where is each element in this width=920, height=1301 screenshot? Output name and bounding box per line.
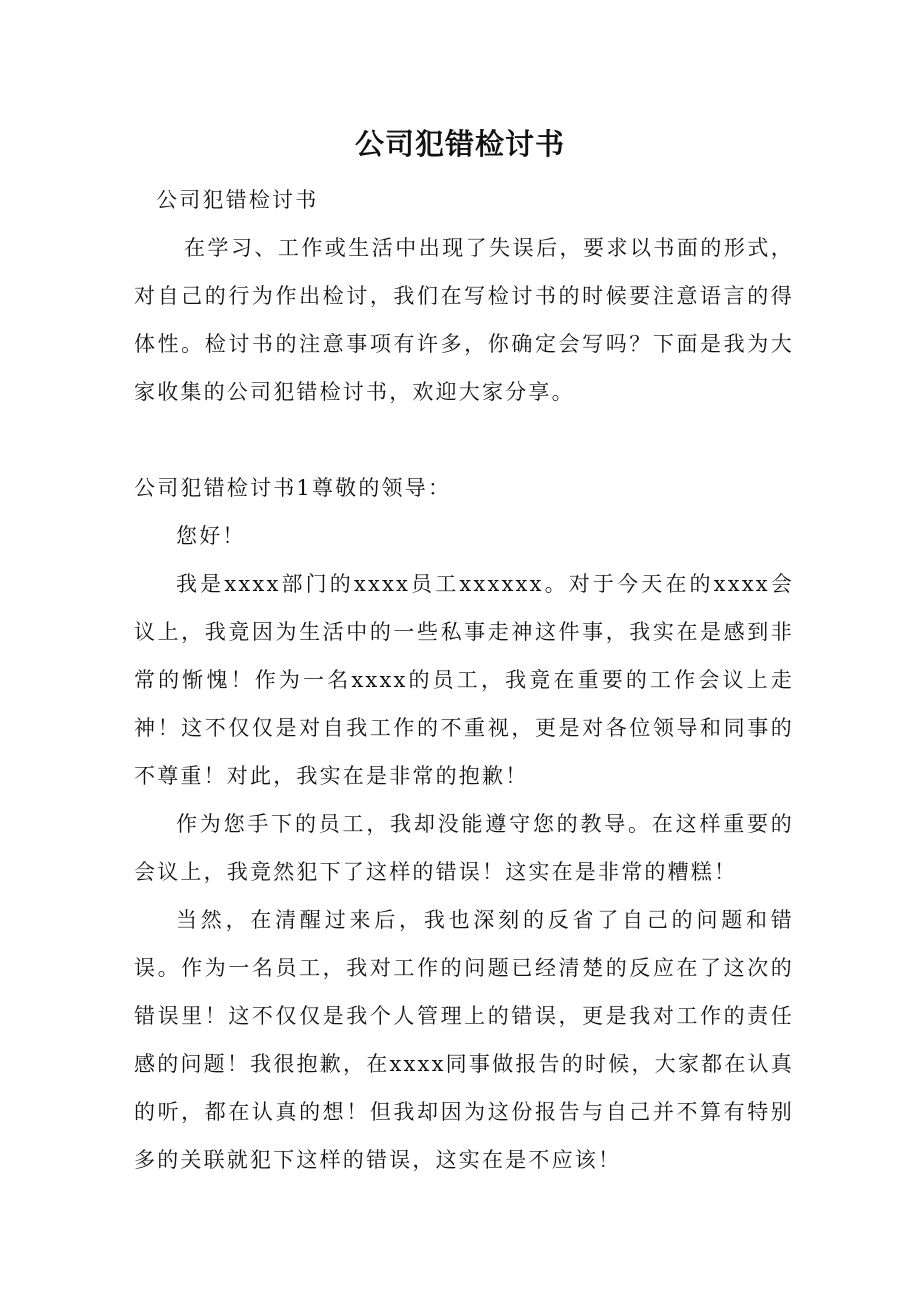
document-title: 公司犯错检讨书 [354, 127, 565, 161]
body-paragraph-2: 作为您手下的员工，我却没能遵守您的教导。在这样重要的会议上，我竟然犯下了这样的错误！这实在是非常的糟糕！ [134, 812, 794, 884]
greeting: 您好！ [176, 524, 246, 548]
body-paragraph-1: 我是xxxx部门的xxxx员工xxxxxx。对于今天在的xxxx会议上，我竟因为生活中的一些私事走神这件事，我实在是感到非常的惭愧！作为一名xxxx的员工，我竟在重要的工作会议上走神！这不仅仅是对自我工作的不重视，更是对各位领导和同事的不尊重！对此，我实在是非常的抱歉！ [134, 572, 794, 788]
intro-paragraph: 在学习、工作或生活中出现了失误后，要求以书面的形式，对自己的行为作出检讨，我们在写检讨书的时候要注意语言的得体性。检讨书的注意事项有许多，你确定会写吗？下面是我为大家收集的公司犯错检讨书，欢迎大家分享。 [134, 236, 794, 404]
section-heading: 公司犯错检讨书1尊敬的领导： [134, 476, 452, 500]
document-body [134, 176, 794, 1184]
paragraph-gap [134, 416, 794, 464]
body-paragraph-3: 当然，在清醒过来后，我也深刻的反省了自己的问题和错误。作为一名员工，我对工作的问题已经清楚的反应在了这次的错误里！这不仅仅是我个人管理上的错误，更是我对工作的责任感的问题！我很抱歉，在xxxx同事做报告的时候，大家都在认真的听，都在认真的想！但我却因为这份报告与自己并不算有特别多的关联就犯下这样的错误，这实在是不应该！ [134, 908, 794, 1172]
document-subtitle: 公司犯错检讨书 [156, 188, 319, 212]
